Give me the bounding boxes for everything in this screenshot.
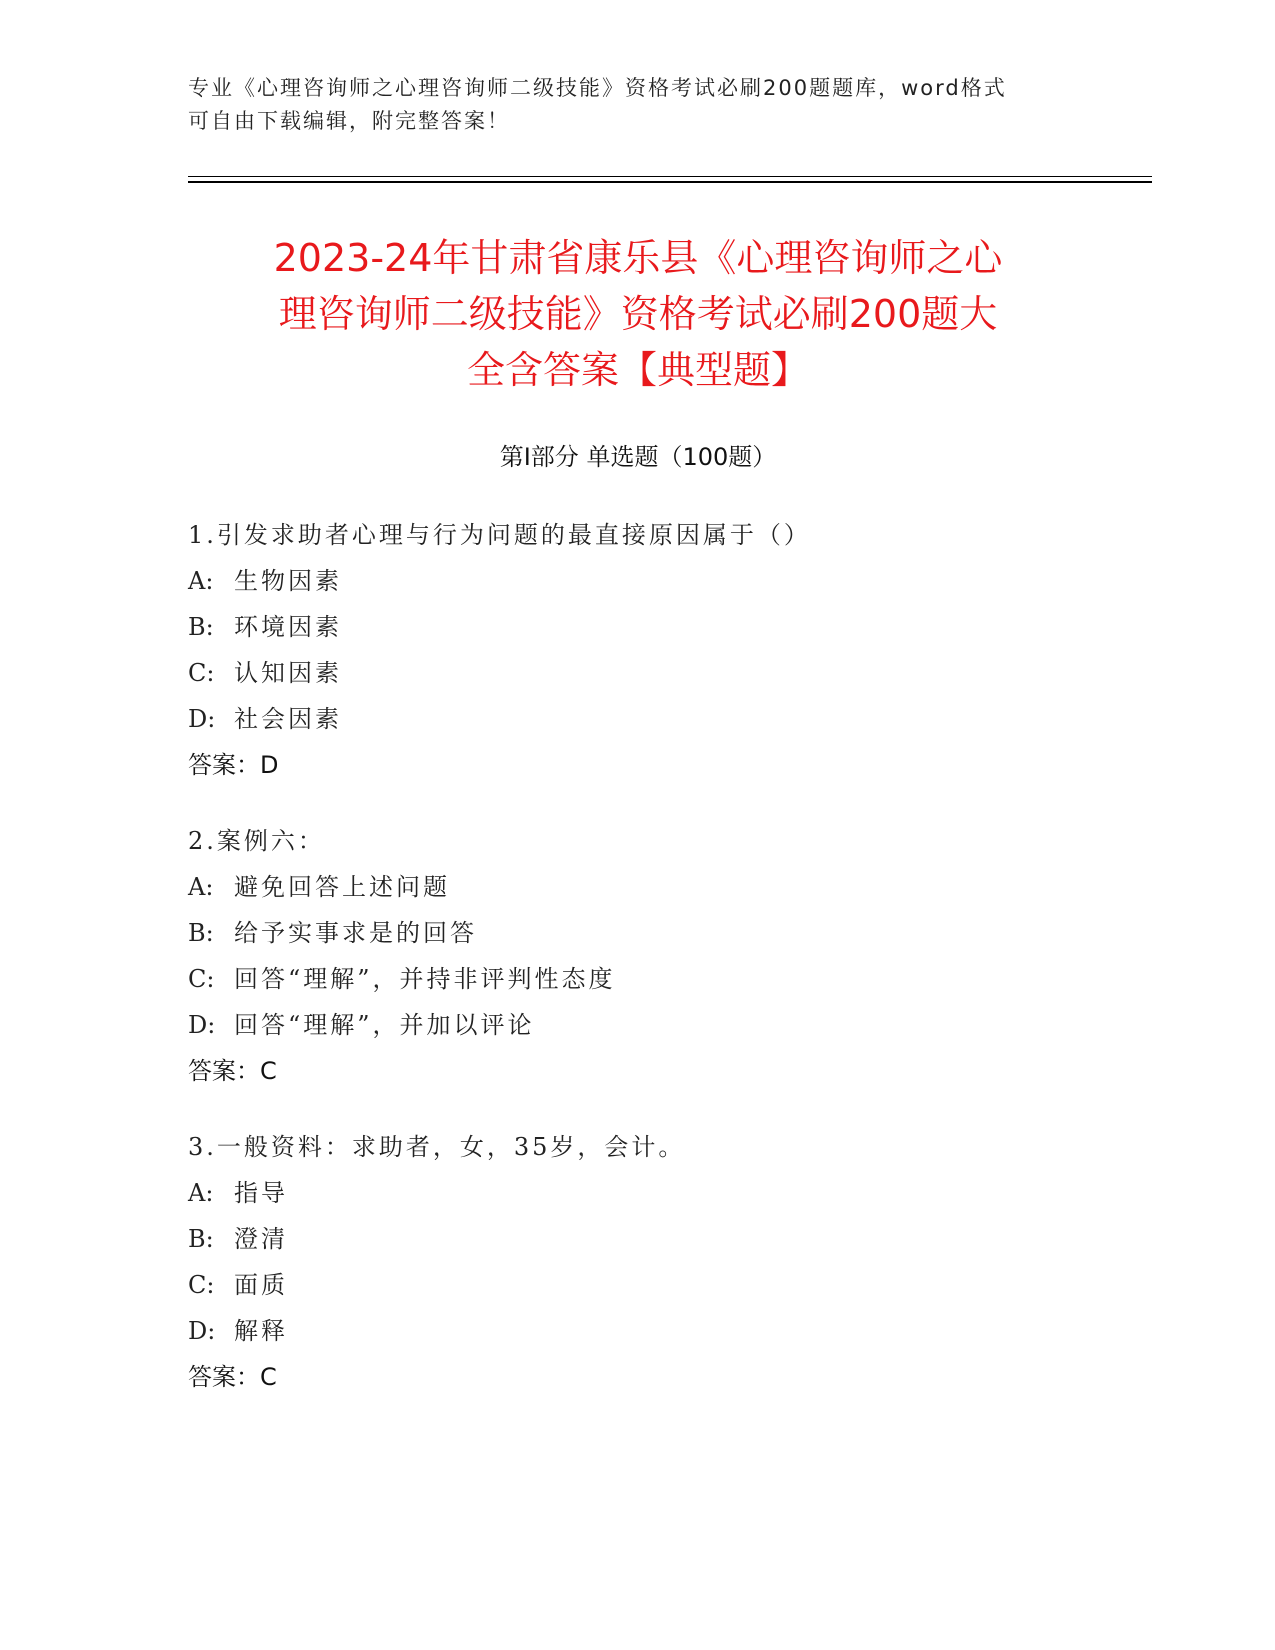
option-letter: B: [188, 613, 214, 641]
option-text: 指导 [234, 1179, 288, 1207]
option-text: 生物因素 [234, 567, 342, 595]
option-text: 面质 [234, 1271, 288, 1299]
title-line-2: 理咨询师二级技能》资格考试必刷200题大 [278, 292, 998, 336]
option-letter: D: [188, 705, 216, 733]
option-text: 避免回答上述问题 [234, 873, 450, 901]
option-a [188, 864, 1088, 910]
option-c [188, 956, 1088, 1002]
option-text: 给予实事求是的回答 [234, 919, 477, 947]
option-c [188, 650, 1088, 696]
header-note [188, 72, 1068, 138]
question-block [188, 818, 1088, 1094]
option-text: 环境因素 [234, 613, 342, 641]
option-d [188, 696, 1088, 742]
option-text: 回答“理解”，并加以评论 [234, 1011, 535, 1039]
question-stem: 3.一般资料：求助者，女，35岁，会计。 [188, 1133, 686, 1161]
option-letter: C: [188, 965, 215, 993]
header-note-line-1: 专业《心理咨询师之心理咨询师二级技能》资格考试必刷200题题库，word格式 [188, 76, 1007, 100]
option-d [188, 1002, 1088, 1048]
question-stem: 2.案例六： [188, 827, 325, 855]
document-title [188, 230, 1088, 398]
header-note-line-2: 可自由下载编辑，附完整答案！ [188, 109, 510, 133]
option-text: 解释 [234, 1317, 288, 1345]
option-a [188, 1170, 1088, 1216]
answer-line: 答案：C [188, 1363, 277, 1391]
option-b [188, 604, 1088, 650]
option-letter: A: [188, 873, 214, 901]
answer-line: 答案：D [188, 751, 279, 779]
title-line-1: 2023-24年甘肃省康乐县《心理咨询师之心 [273, 236, 1003, 280]
option-d [188, 1308, 1088, 1354]
header-divider-thick [188, 181, 1152, 183]
question-block [188, 1124, 1088, 1400]
option-a [188, 558, 1088, 604]
option-letter: B: [188, 1225, 214, 1253]
answer-line: 答案：C [188, 1057, 277, 1085]
option-text: 回答“理解”，并持非评判性态度 [234, 965, 616, 993]
option-letter: B: [188, 919, 214, 947]
question-stem: 1.引发求助者心理与行为问题的最直接原因属于（） [188, 521, 811, 549]
option-letter: D: [188, 1011, 216, 1039]
header-divider-thin [188, 176, 1152, 177]
option-b [188, 1216, 1088, 1262]
option-c [188, 1262, 1088, 1308]
option-b [188, 910, 1088, 956]
option-letter: D: [188, 1317, 216, 1345]
section-heading: 第Ⅰ部分 单选题（100题） [499, 443, 777, 471]
option-letter: A: [188, 1179, 214, 1207]
question-block [188, 512, 1088, 788]
title-line-3: 全含答案【典型题】 [466, 348, 809, 392]
option-letter: C: [188, 1271, 215, 1299]
option-text: 认知因素 [234, 659, 342, 687]
option-text: 社会因素 [234, 705, 342, 733]
option-letter: A: [188, 567, 214, 595]
option-letter: C: [188, 659, 215, 687]
option-text: 澄清 [234, 1225, 288, 1253]
